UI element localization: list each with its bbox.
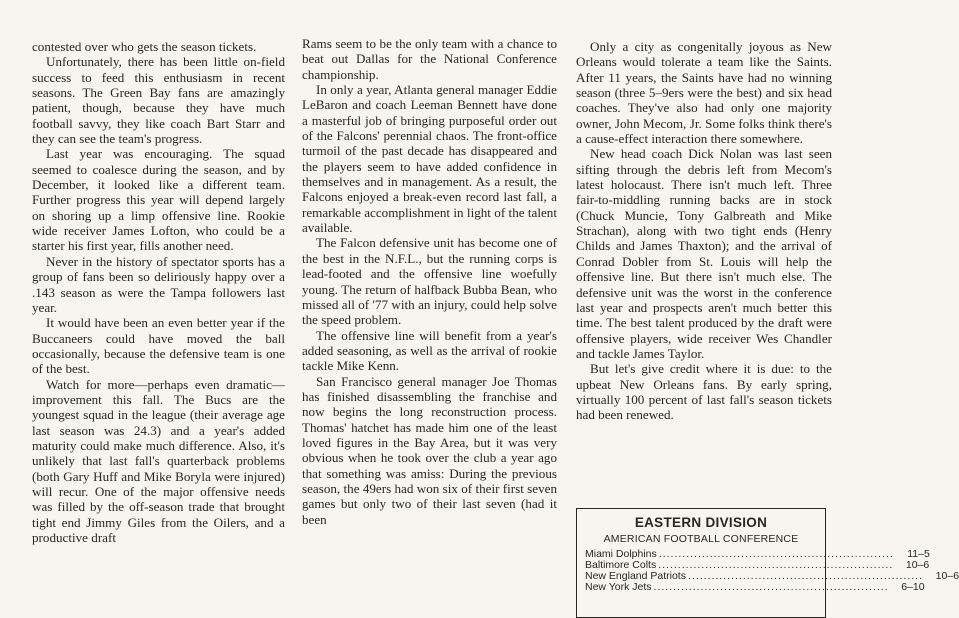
team-record: 6–10 [901, 581, 925, 593]
team-name: New York Jets [585, 581, 652, 593]
dot-leader: ............................................................ [687, 570, 924, 582]
article-paragraph: Unfortunately, there has been little on-field success to feed this enthusiasm in recent seasons. The Green Bay fans are amazingly patient, though, because they have much football savvy, they like coach Bart Starr and they can see the team's progress. [32, 54, 285, 147]
article-paragraph: The Falcon defensive unit has become one of the best in the N.F.L., but the running corps is lead-footed and the offensive line woefully young. The return of halfback Bubba Bean, who missed all of '77 with an injury, could help solve the speed problem. [302, 235, 557, 328]
article-paragraph: San Francisco general manager Joe Thomas has finished disassembling the franchise and now begins the long reconstruction process. Thomas' hatchet has made him one of the least loved figures in the Bay Area, but it was very obvious when he took over the club a year ago that something was amiss: During the previous season, the 49ers had won six of their first seven games but only two of their last seven (had it been [302, 373, 557, 527]
article-paragraph: But let's give credit where it is due: to the upbeat New Orleans fans. By early spring, virtually 100 percent of last fall's season tickets had been renewed. [576, 361, 832, 423]
team-name: Miami Dolphins [585, 548, 657, 560]
article-column-1 [32, 39, 285, 545]
dot-leader: ............................................................ [653, 581, 889, 593]
dot-leader: ............................................................ [658, 548, 894, 560]
standings-row [585, 581, 925, 593]
conference-subtitle: AMERICAN FOOTBALL CONFERENCE [603, 533, 799, 545]
team-name: New England Patriots [585, 570, 686, 582]
division-title: EASTERN DIVISION [634, 515, 768, 530]
article-paragraph: contested over who gets the season tickets. [32, 39, 257, 54]
article-paragraph: The offensive line will benefit from a year's added seasoning, as well as the arrival of rookie tackle Mike Kenn. [302, 327, 557, 374]
division-standings-box [576, 508, 959, 618]
team-record: 10–6 [935, 570, 959, 582]
article-paragraph: Only a city as congenitally joyous as New Orleans would tolerate a team like the Saints. After 11 years, the Saints have had no winning season (three 5–9ers were the best) and six head coaches. They've also had only one majority owner, John Mecom, Jr. Some folks think there's a cause-effect interaction there somewhere. [576, 39, 832, 147]
article-paragraph: Watch for more—perhaps even dramatic—improvement this fall. The Bucs are the youngest squad in the league (their average age last season was 24.3) and a year's added maturity could make much difference. Also, it's unlikely that last fall's quarterback problems (both Gary Huff and Mike Boryla were injured) will recur. One of the major offensive needs was filled by the off-season trade that brought tight end Jimmy Giles from the Oilers, and a productive draft [32, 376, 285, 545]
article-paragraph: Rams seem to be the only team with a chance to beat out Dallas for the National Conference championship. [302, 36, 557, 82]
team-record: 10–6 [905, 559, 930, 571]
dot-leader: ............................................................ [658, 559, 894, 571]
team-name: Baltimore Colts [585, 559, 657, 571]
standings-list [585, 548, 959, 593]
article-paragraph: Never in the history of spectator sports has a group of fans been so deliriously happy over a .143 season as were the Tampa followers last year. [32, 253, 285, 315]
team-record: 11–5 [907, 548, 930, 560]
article-paragraph: New head coach Dick Nolan was last seen sifting through the debris left from Mecom's latest holocaust. There isn't much left. Three fair-to-middling running backs are in stock (Chuck Muncie, Tony Galbreath and Mike Strachan), along with two tight ends (Henry Childs and James Thaxton); and the arrival of Conrad Dobler from St. Louis will help the offensive line. But there isn't much else. The defensive unit was the worst in the conference last year and prospects aren't much better this time. The best talent produced by the draft were offensive players, wide receiver Wes Chandler and tackle James Taylor. [576, 146, 832, 361]
article-column-2 [302, 36, 557, 527]
article-column-3 [576, 39, 832, 423]
article-paragraph: In only a year, Atlanta general manager Eddie LeBaron and coach Leeman Bennett have done a masterful job of bringing purposeful order out of the Falcons' perennial chaos. The front-office turmoil of the past decade has disappeared and the players seem to have added confidence in themselves and in management. As a result, the Falcons enjoyed a break-even record last fall, a remarkable accomplishment in light of the talent available. [302, 82, 557, 236]
article-paragraph: It would have been an even better year if the Buccaneers could have moved the ball occasionally, because the defensive team is one of the best. [32, 315, 285, 377]
article-paragraph: Last year was encouraging. The squad seemed to coalesce during the season, and by December, it looked like a different team. Further progress this year will depend largely on shoring up a limp offensive line. Rookie wide receiver James Lofton, who could be a starter his first year, fills another need. [32, 146, 285, 254]
